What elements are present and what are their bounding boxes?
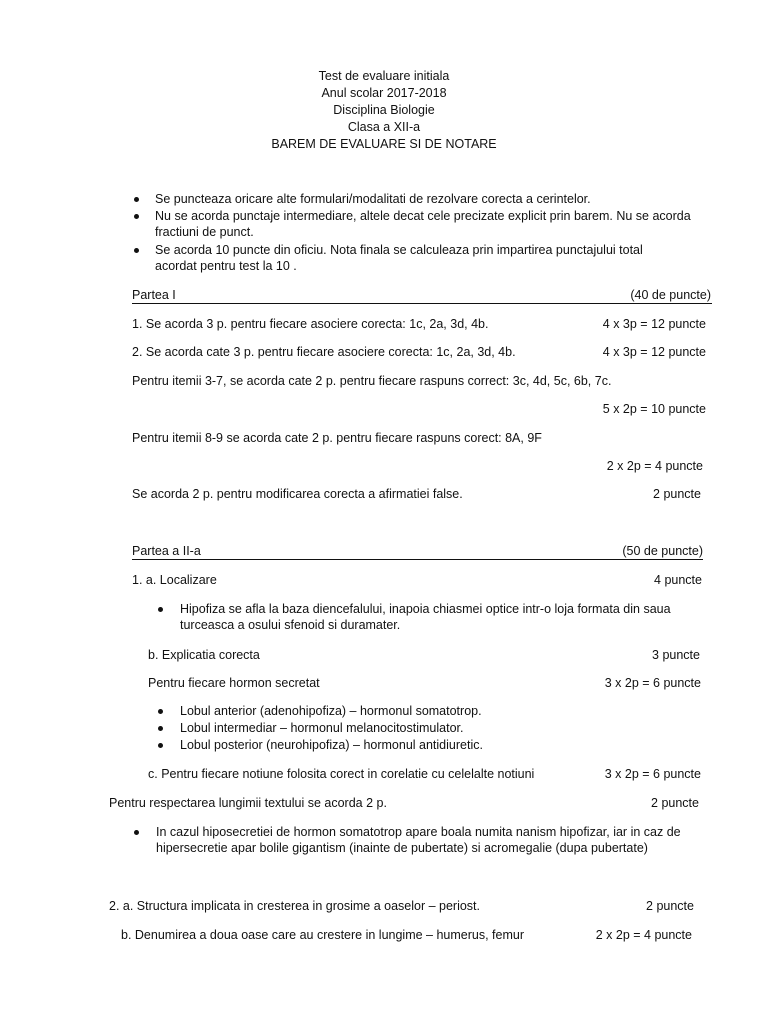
part1-item-4: Pentru itemii 8-9 se acorda cate 2 p. pentru fiecare raspuns corect: 8A, 9F	[132, 431, 542, 445]
header-line-1: Test de evaluare initiala	[318, 69, 450, 83]
hormone-criterion: Pentru fiecare hormon secretat	[148, 676, 320, 690]
part2-q2a-score: 2 puncte	[646, 899, 694, 913]
header-line-2: Anul scolar 2017-2018	[321, 86, 447, 100]
part1-item-3-score: 5 x 2p = 10 puncte	[602, 402, 706, 416]
part2-q1c-score: 3 x 2p = 6 puncte	[604, 767, 701, 781]
rule-item: Se puncteaza oricare alte formulari/modalitati de rezolvare corecta a cerintelor.	[155, 192, 591, 206]
part2-q1b: b. Explicatia corecta	[148, 648, 260, 662]
bullet-icon	[158, 726, 163, 731]
lobe-item: Lobul anterior (adenohipofiza) – hormonul somatotrop.	[180, 704, 482, 718]
part1-item-2: 2. Se acorda cate 3 p. pentru fiecare asociere corecta: 1c, 2a, 3d, 4b.	[132, 345, 516, 359]
part1-item-4-score: 2 x 2p = 4 puncte	[606, 459, 703, 473]
header-line-4: Clasa a XII-a	[347, 120, 421, 134]
part2-q2b: b. Denumirea a doua oase care au crestere in lungime – humerus, femur	[121, 928, 524, 942]
header-line-5: BAREM DE EVALUARE SI DE NOTARE	[271, 137, 497, 151]
part1-points: (40 de puncte)	[630, 288, 711, 302]
part2-q2a: 2. a. Structura implicata in cresterea in grosime a oaselor – periost.	[109, 899, 481, 913]
bullet-icon	[158, 607, 163, 612]
bullet-icon	[134, 248, 139, 253]
bullet-icon	[134, 830, 139, 835]
bullet-icon	[134, 197, 139, 202]
part2-q1a: 1. a. Localizare	[132, 573, 217, 587]
hormone-criterion-score: 3 x 2p = 6 puncte	[604, 676, 701, 690]
part2-q1c: c. Pentru fiecare notiune folosita corect in corelatie cu celelalte notiuni	[148, 767, 535, 781]
text-length-criterion: Pentru respectarea lungimii textului se acorda 2 p.	[109, 796, 387, 810]
part2-q1b-score: 3 puncte	[652, 648, 700, 662]
part2-q1a-score: 4 puncte	[654, 573, 702, 587]
lobe-item: Lobul posterior (neurohipofiza) – hormonul antidiuretic.	[180, 738, 483, 752]
part2-q2b-score: 2 x 2p = 4 puncte	[595, 928, 692, 942]
bullet-icon	[134, 214, 139, 219]
hormone-disorder-text: In cazul hiposecretiei de hormon somatotrop apare boala numita nanism hipofizar, iar in caz de hipersecretie apar bolile gigantism (inainte de pubertate) si acromegalie (dupa pubertate)	[156, 825, 681, 855]
rule-item: Se acorda 10 puncte din oficiu. Nota finala se calculeaza prin impartirea punctajului total acordat pentru test la 10 .	[155, 243, 643, 273]
part2-title: Partea a II-a	[132, 544, 201, 558]
part1-item-2-score: 4 x 3p = 12 puncte	[602, 345, 706, 359]
bullet-icon	[158, 743, 163, 748]
part1-item-5: Se acorda 2 p. pentru modificarea corecta a afirmatiei false.	[132, 487, 463, 501]
part1-title: Partea I	[132, 288, 176, 302]
rule-item: Nu se acorda punctaje intermediare, altele decat cele precizate explicit prin barem. Nu se acorda fractiuni de punct.	[155, 209, 691, 239]
part1-item-1-score: 4 x 3p = 12 puncte	[602, 317, 706, 331]
text-length-score: 2 puncte	[651, 796, 699, 810]
part1-item-5-score: 2 puncte	[653, 487, 701, 501]
lobe-item: Lobul intermediar – hormonul melanocitostimulator.	[180, 721, 464, 735]
part1-item-3: Pentru itemii 3-7, se acorda cate 2 p. pentru fiecare raspuns correct: 3c, 4d, 5c, 6b, 7c.	[132, 374, 612, 388]
hypophysis-location-text: Hipofiza se afla la baza diencefalului, inapoia chiasmei optice intr-o loja formata din saua turceasca a osului sfenoid si duramater.	[180, 602, 671, 632]
header-line-3: Disciplina Biologie	[333, 103, 435, 117]
bullet-icon	[158, 709, 163, 714]
part2-points: (50 de puncte)	[622, 544, 703, 558]
part1-item-1: 1. Se acorda 3 p. pentru fiecare asociere corecta: 1c, 2a, 3d, 4b.	[132, 317, 489, 331]
